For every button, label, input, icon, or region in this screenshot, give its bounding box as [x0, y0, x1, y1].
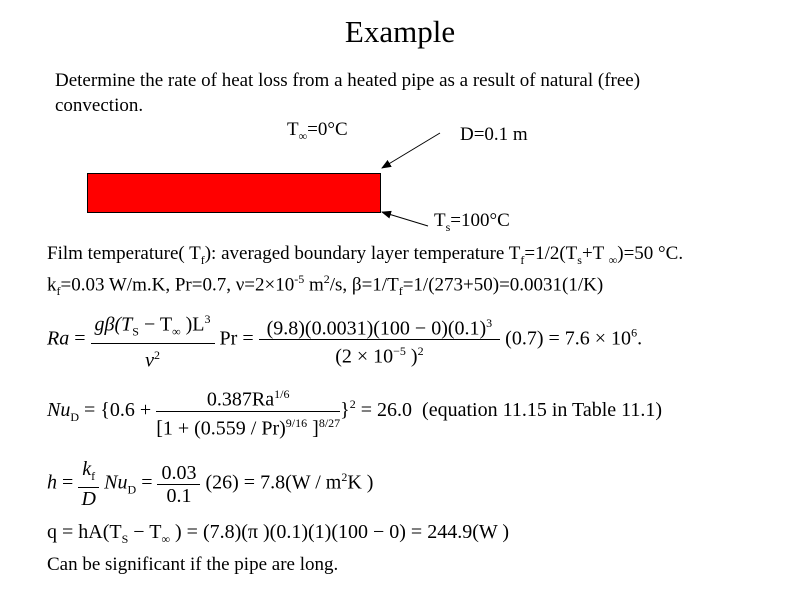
conclusion-text: Can be significant if the pipe are long.	[47, 554, 339, 575]
film-temperature-line: Film temperature( $T_f$): averaged boundary layer temperature $T_f=1/2(T_s+T$ $_\infty$)=50 °C.	[47, 243, 684, 267]
surface-arrow	[382, 212, 428, 226]
rayleigh-equation: Ra = $\frac{g\beta(T_S - T_\infty )L^3}{\nu^2}$ Pr = $\frac{(9.8)(0.0031)(100 - 0)(0.1)^3}{(2 \times 10^{-5} )^2}$ $(0.7) = 7.6 \times 10^6$.	[47, 308, 642, 371]
diameter-arrow	[382, 133, 440, 168]
heat-loss-equation: $q = hA(T_S - T_\infty$ ) = (7.8)(π )(0.1)(1)(100 − 0) = 244.9(W )	[47, 521, 510, 546]
t-infinity-label: $T_\infty=0^\circ C$	[287, 119, 348, 143]
surface-temperature-label: $T_s=100^\circ C$	[434, 210, 510, 234]
h-coefficient-equation: h = $\frac{k_f}{D}$ $Nu_D$ = $\frac{0.03}{0.1}$ $(26) = 7.8(W / m^2K$ )	[47, 458, 374, 510]
properties-line: $k_f=0.03$ W/m.K, Pr=0.7, $\nu=2\times 10^{-5}$ $m^2/s$, $\beta=1/T_f=1/(273+50)=0.0031(1/K)$	[47, 272, 604, 299]
nusselt-equation: $Nu_D = \{0.6$ + $\frac{0.387Ra^{1/6}}{[1 + (0.559 / Pr)^{9/16} ]^{8/27}}$ }$^2$ = 26.0 (equation 11.15 in Table 11.1)	[47, 383, 662, 439]
problem-statement-line2: convection.	[55, 95, 144, 116]
problem-statement-line1: Determine the rate of heat loss from a heated pipe as a result of natural (free)	[55, 70, 641, 91]
diameter-label: D=0.1 m	[460, 124, 528, 145]
slide-title: Example	[344, 14, 456, 49]
